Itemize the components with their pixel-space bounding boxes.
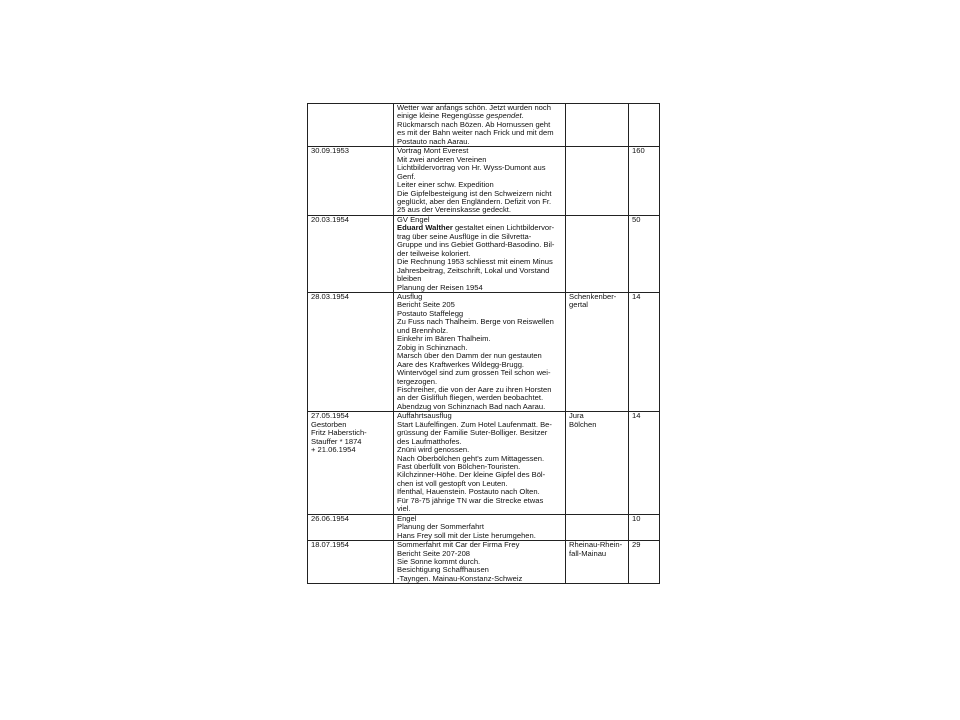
- text-segment: Lichtbildervortrag von Hr. Wyss-Dumont aus: [397, 163, 546, 173]
- text-segment: Znüni wird genossen.: [397, 445, 470, 455]
- text-segment: chen ist voll gestopft von Leuten.: [397, 478, 508, 488]
- text-segment: geglückt, aber den Engländern. Defizit von Fr.: [397, 196, 552, 206]
- date-cell-line: 26.06.1954: [311, 514, 350, 523]
- participant-count-cell: [629, 541, 660, 584]
- participant-count: 14: [632, 411, 641, 421]
- text-segment: Sommerfahrt mit Car der Firma Frey: [397, 540, 520, 550]
- content-line: [397, 138, 563, 146]
- text-segment: Einkehr im Bären Thalheim.: [397, 334, 491, 344]
- participant-count: 29: [632, 540, 641, 550]
- text-segment: Die Rechnung 1953 schliesst mit einem Minus: [397, 257, 553, 267]
- participant-count-cell: [629, 104, 660, 147]
- date-cell-line: 28.03.1954: [311, 292, 350, 301]
- date-cell: [308, 292, 394, 411]
- text-segment: es mit der Bahn weiter nach Frick und mit dem: [397, 128, 554, 138]
- text-segment: Ifenthal, Hauenstein. Postauto nach Olten.: [397, 487, 540, 497]
- place-cell: [566, 412, 629, 514]
- content-line: [397, 206, 563, 214]
- document-page: [307, 103, 659, 584]
- text-segment: Abendzug von Schinznach Bad nach Aarau.: [397, 401, 546, 411]
- date-cell-line: Gestorben: [311, 419, 347, 429]
- text-segment: Bericht Seite 205: [397, 300, 455, 310]
- text-segment: Die Gipfelbesteigung ist den Schweizern nicht: [397, 188, 552, 198]
- date-cell: [308, 104, 394, 147]
- date-cell-line: 27.05.1954: [311, 411, 350, 421]
- date-cell-line: Fritz Haberstich-: [311, 428, 367, 438]
- place-cell: [566, 541, 629, 584]
- table-row: [308, 514, 660, 540]
- participant-count: 50: [632, 215, 641, 224]
- text-segment: grüssung der Familie Suter-Bolliger. Besitzer: [397, 428, 548, 438]
- text-segment: einige kleine Regengüsse: [397, 111, 487, 121]
- place-cell-line: gertal: [569, 300, 588, 310]
- text-segment: Sie Sonne kommt durch.: [397, 557, 481, 567]
- text-segment: Jahresbeitrag, Zeitschrift, Lokal und Vorstand: [397, 265, 550, 275]
- text-segment: trag über seine Ausflüge in die Silvretta-: [397, 231, 532, 241]
- text-segment: .: [521, 111, 524, 121]
- participant-count-cell: [629, 147, 660, 216]
- text-segment: Kilchzinner-Höhe. Der kleine Gipfel des Böl-: [397, 470, 546, 480]
- text-segment: Postauto nach Aarau.: [397, 136, 470, 146]
- content-line: [397, 164, 563, 172]
- text-segment: des Laufmatthofes.: [397, 436, 462, 446]
- place-cell-line: Bölchen: [569, 419, 597, 429]
- place-cell-line: Schenkenber-: [569, 292, 617, 301]
- text-segment: Wetter war anfangs schön. Jetzt wurden noch: [397, 103, 551, 112]
- text-segment: Vortrag Mont Everest: [397, 146, 469, 156]
- content-line: [397, 532, 563, 540]
- text-segment: und Brennholz.: [397, 325, 449, 335]
- table-row: [308, 104, 660, 147]
- text-segment: Marsch über den Damm der nun gestauten: [397, 351, 542, 361]
- text-segment: Für 78-75 jährige TN war die Strecke etwas: [397, 495, 544, 505]
- participant-count-cell: [629, 412, 660, 514]
- participant-count-cell: [629, 514, 660, 540]
- text-segment: Zu Fuss nach Thalheim. Berge von Reiswellen: [397, 317, 554, 327]
- text-segment: Fast überfüllt von Bölchen-Touristen.: [397, 462, 521, 472]
- table-row: [308, 215, 660, 292]
- text-segment: GV Engel: [397, 215, 430, 224]
- text-segment: Leiter einer schw. Expedition: [397, 180, 494, 190]
- content-line: [397, 284, 563, 292]
- text-segment: 25 aus der Vereinskasse gedeckt.: [397, 205, 511, 215]
- table-row: [308, 147, 660, 216]
- participant-count: 10: [632, 514, 641, 523]
- text-segment: tergezogen.: [397, 376, 438, 386]
- place-cell-line: fall-Mainau: [569, 548, 607, 558]
- text-segment: bleiben: [397, 274, 422, 284]
- text-segment: Gruppe und ins Gebiet Gotthard-Basodino. Bil-: [397, 240, 555, 250]
- content-cell: [394, 215, 566, 292]
- text-segment: Fischreiher, die von der Aare zu ihren Horsten: [397, 384, 552, 394]
- content-line: [397, 267, 563, 275]
- text-segment: Planung der Reisen 1954: [397, 282, 483, 292]
- content-cell: [394, 514, 566, 540]
- date-cell-line: + 21.06.1954: [311, 445, 356, 455]
- place-cell: [566, 514, 629, 540]
- text-segment: Hans Frey soll mit der Liste herumgehen.: [397, 530, 536, 540]
- participant-count-cell: [629, 215, 660, 292]
- text-segment: -Tayngen. Mainau-Konstanz-Schweiz: [397, 573, 523, 583]
- date-cell: [308, 412, 394, 514]
- date-cell: [308, 147, 394, 216]
- content-cell: [394, 541, 566, 584]
- text-segment: Start Läufelfingen. Zum Hotel Laufenmatt. Be-: [397, 419, 552, 429]
- table-row: [308, 412, 660, 514]
- content-cell: [394, 292, 566, 411]
- date-cell-line: Stauffer * 1874: [311, 436, 362, 446]
- place-cell: [566, 104, 629, 147]
- content-line: [397, 505, 563, 513]
- text-segment: an der Gislifluh fliegen, werden beobachtet.: [397, 393, 544, 403]
- person-name: Eduard Walther: [397, 223, 453, 233]
- content-cell: [394, 147, 566, 216]
- content-line: [397, 575, 563, 583]
- content-line: [397, 497, 563, 505]
- place-cell: [566, 215, 629, 292]
- text-segment: Bericht Seite 207-208: [397, 548, 471, 558]
- text-segment: der teilweise koloriert.: [397, 248, 471, 258]
- text-segment: Zobig in Schinznach.: [397, 342, 468, 352]
- text-segment: Planung der Sommerfahrt: [397, 522, 484, 532]
- text-segment: Nach Oberbölchen geht's zum Mittagessen.: [397, 453, 545, 463]
- chronicle-table: [307, 103, 660, 584]
- text-segment: Rückmarsch nach Bözen. Ab Hornussen geht: [397, 119, 551, 129]
- date-cell: [308, 541, 394, 584]
- text-segment: gestaltet einen Lichtbildervor-: [452, 223, 555, 233]
- place-cell: [566, 147, 629, 216]
- text-segment: Auffahrtsausflug: [397, 411, 452, 421]
- date-cell: [308, 514, 394, 540]
- text-segment: Wintervögel sind zum grossen Teil schon wei-: [397, 368, 551, 378]
- participant-count: 14: [632, 292, 641, 301]
- table-row: [308, 541, 660, 584]
- date-cell-line: 20.03.1954: [311, 215, 350, 224]
- text-segment: Mit zwei anderen Vereinen: [397, 154, 487, 164]
- date-cell-line: 18.07.1954: [311, 540, 350, 550]
- date-cell-line: 30.09.1953: [311, 146, 350, 156]
- content-cell: [394, 104, 566, 147]
- chronicle-table-body: [308, 104, 660, 584]
- text-segment: Postauto Staffelegg: [397, 308, 464, 318]
- text-segment: Aare des Kraftwerkes Wildegg-Brugg.: [397, 359, 525, 369]
- text-segment: Besichtigung Schaffhausen: [397, 565, 489, 575]
- participant-count-cell: [629, 292, 660, 411]
- date-cell: [308, 215, 394, 292]
- place-cell: [566, 292, 629, 411]
- table-row: [308, 292, 660, 411]
- text-segment: Engel: [397, 514, 417, 523]
- text-segment: viel.: [397, 504, 411, 514]
- text-segment: Ausflug: [397, 292, 423, 301]
- content-line: [397, 403, 563, 411]
- place-cell-line: Rheinau-Rhein-: [569, 540, 623, 550]
- emphasis-text: gespendet: [486, 111, 522, 121]
- content-cell: [394, 412, 566, 514]
- place-cell-line: Jura: [569, 411, 584, 421]
- text-segment: Genf.: [397, 171, 416, 181]
- participant-count: 160: [632, 146, 645, 156]
